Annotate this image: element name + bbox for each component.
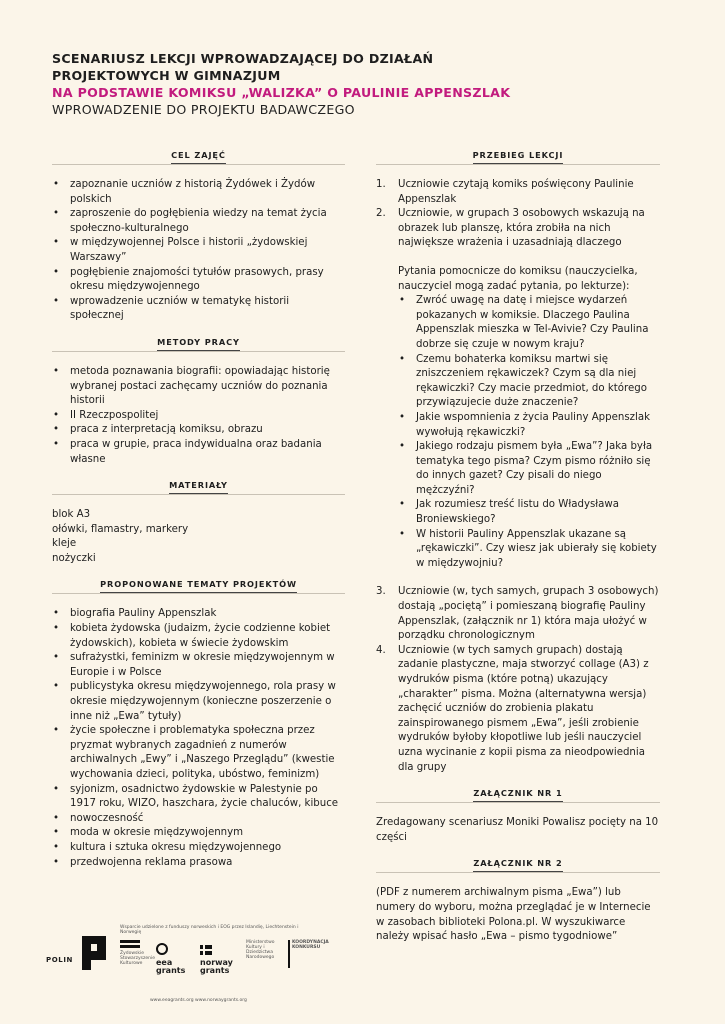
eea-grants-logo: eea grants xyxy=(156,940,194,968)
przebieg-list-a xyxy=(376,178,660,251)
question-item: • W historii Pauliny Appenszlak ukazane są „rękawiczki”. Czy wiesz jak ubierały się kobiety w międzywojniu? xyxy=(398,528,660,572)
right-column xyxy=(376,150,660,945)
list-item: • sufrażystki, feminizm w okresie międzywojennym w Europie i w Polsce xyxy=(52,651,345,680)
document-header xyxy=(52,50,612,118)
step-text: Uczniowie czytają komiks poświęcony Paulinie Appenszlak xyxy=(398,179,634,205)
przebieg-list-b xyxy=(376,585,660,775)
polin-mark-icon xyxy=(82,936,106,970)
step-number: 2. xyxy=(376,208,386,220)
list-item: • zapoznanie uczniów z historią Żydówek i Żydów polskich xyxy=(52,178,345,207)
step-number: 3. xyxy=(376,586,386,598)
polin-logo-text: POLIN xyxy=(46,956,74,964)
pytania-intro: Pytania pomocnicze do komiksu (nauczycielka, nauczyciel mogą zadać pytania, po lekturze): xyxy=(398,265,638,292)
step-item xyxy=(376,644,660,775)
eea-mark-icon xyxy=(156,943,168,955)
list-item: • życie społeczne i problematyka społeczna przez pryzmat wybranych zagadnień z numerów archiwalnych „Ewy” i „Naszego Przeglądu” (kwestie wychowania dzieci, polityka, ubóstwo, feminizm) xyxy=(52,724,345,782)
question-item: • Jakiego rodzaju pismem była „Ewa”? Jaka była tematyka tego pisma? Czym pismo różniło się do innych gazet? Czy pisali do niego mężczyźni? xyxy=(398,440,660,498)
list-item: • praca z interpretacją komiksu, obrazu xyxy=(52,423,345,438)
list-item: • w międzywojennej Polsce i historii „żydowskiej Warszawy” xyxy=(52,236,345,265)
step-text: Uczniowie (w tych samych grupach) dostają zadanie plastyczne, maja stworzyć collage (A3) z wydruków pisma (które potną) ukazujący „charakter” pisma. Można (alternatywna wersja) zachęcić uczniów do zrobienia plakatu zainspirowanego pismem „Ewa”, jeśli zrobienie wydruków byłoby kłopotliwe lub jeśli nauczyciel uzna wycinanie z kopii pisma za nieodpowiednia dla grupy xyxy=(398,644,649,773)
step-text: Uczniowie (w, tych samych, grupach 3 osobowych) dostają „pociętą” i pomieszaną biografię Pauliny Appenszlak, (załącznik nr 1) która maja ułożyć w porządku chronologicznym xyxy=(398,586,659,642)
left-column xyxy=(52,150,345,870)
tematy-list xyxy=(52,607,345,870)
list-item: • nowoczesność xyxy=(52,812,345,827)
step-number: 4. xyxy=(376,644,386,656)
section-heading-zal2: ZAŁĄCZNIK NR 2 xyxy=(376,858,660,873)
question-item: • Jak rozumiesz treść listu do Władysława Broniewskiego? xyxy=(398,498,660,527)
ministry-logo: Ministerstwo Kultury i Dziedzictwa Narodowego xyxy=(246,940,275,960)
list-item: • biografia Pauliny Appenszlak xyxy=(52,607,345,622)
question-item: • Czemu bohaterka komiksu martwi się zniszczeniem rękawiczek? Czym są dla niej rękawiczki? Czy macie przedmiot, do którego przywiązujecie duże znaczenie? xyxy=(398,353,660,411)
norway-mark-icon xyxy=(200,945,212,955)
section-heading-metody: METODY PRACY xyxy=(52,337,345,352)
cel-list xyxy=(52,178,345,324)
material-item: blok A3 xyxy=(52,509,91,521)
step-item xyxy=(376,207,660,251)
section-heading-przebieg: PRZEBIEG LEKCJI xyxy=(376,150,660,165)
list-item: • kobieta żydowska (judaizm, życie codzienne kobiet żydowskich), kobieta w świecie żydowskim xyxy=(52,622,345,651)
section-heading-tematy: PROPONOWANE TEMATY PROJEKTÓW xyxy=(52,579,345,594)
polin-logo xyxy=(46,936,108,974)
zal2-text: (PDF z numerem archiwalnym pisma „Ewa”) lub numery do wyboru, można przeglądać je w Internecie w zasobach biblioteki Polona.pl. W wyszukiwarce należy wpisać hasło „Ewa – pismo tygodniowe” xyxy=(376,887,651,943)
zob-logo: Żydowskie Stowarzyszenie Kulturowe xyxy=(120,940,152,968)
pytania-list xyxy=(376,294,660,571)
koalicja-logo: KOORDYNACJA KONKURSU xyxy=(288,940,326,968)
material-item: ołówki, flamastry, markery xyxy=(52,523,189,535)
footer-urls: www.eeagrants.org www.norwaygrants.org xyxy=(150,998,247,1003)
list-item: • publicystyka okresu międzywojennego, rola prasy w okresie międzywojennym (konieczne poszerzenie o inne niż „Ewa” tytuły) xyxy=(52,680,345,724)
list-item: • wprowadzenie uczniów w tematykę historii społecznej xyxy=(52,295,345,324)
title-subject: NA PODSTAWIE KOMIKSU „WALIZKA” O PAULINIE APPENSZLAK xyxy=(52,85,511,100)
list-item: • syjonizm, osadnictwo żydowskie w Palestynie po 1917 roku, WIZO, haszchara, życie chaluców, kibuce xyxy=(52,783,345,812)
material-item: kleje xyxy=(52,538,77,550)
list-item: • kultura i sztuka okresu międzywojennego xyxy=(52,841,345,856)
title-line-2: PROJEKTOWYCH W GIMNAZJUM xyxy=(52,68,281,83)
step-text: Uczniowie, w grupach 3 osobowych wskazują na obrazek lub planszę, która zrobiła na nich największe wrażenia i uzasadniają dlaczego xyxy=(398,208,645,249)
zal1-text: Zredagowany scenariusz Moniki Powalisz pocięty na 10 części xyxy=(376,817,659,843)
title-line-1: SCENARIUSZ LEKCJI WPROWADZAJĄCEJ DO DZIAŁAŃ xyxy=(52,51,434,66)
metody-list xyxy=(52,365,345,467)
section-heading-cel: CEL ZAJĘĆ xyxy=(52,150,345,165)
question-item: • Jakie wspomnienia z życia Pauliny Appenszlak wywołują rękawiczki? xyxy=(398,411,660,440)
norway-grants-logo: norway grants xyxy=(200,940,240,968)
list-item: • II Rzeczpospolitej xyxy=(52,409,345,424)
list-item: • praca w grupie, praca indywidualna oraz badania własne xyxy=(52,438,345,467)
subtitle: WPROWADZENIE DO PROJEKTU BADAWCZEGO xyxy=(52,102,355,117)
materialy-list xyxy=(52,508,345,566)
step-item xyxy=(376,178,660,207)
support-note: Wsparcie udzielone z funduszy norweskich i EOG przez Islandię, Liechtenstein i Norwegię xyxy=(120,925,299,935)
step-number: 1. xyxy=(376,179,386,190)
material-item: nożyczki xyxy=(52,552,96,564)
list-item: • przedwojenna reklama prasowa xyxy=(52,856,345,871)
question-item: • Zwróć uwagę na datę i miejsce wydarzeń pokazanych w komiksie. Dlaczego Paulina Appenszlak mieszka w Tel-Avivie? Czy Paulina dobrze się czuje w nowym kraju? xyxy=(398,294,660,352)
section-heading-zal1: ZAŁĄCZNIK NR 1 xyxy=(376,788,660,803)
list-item: • zaproszenie do pogłębienia wiedzy na temat życia społeczno-kulturalnego xyxy=(52,207,345,236)
section-heading-materialy: MATERIAŁY xyxy=(52,480,345,495)
list-item: • metoda poznawania biografii: opowiadając historię wybranej postaci zachęcamy uczniów do poznania historii xyxy=(52,365,345,409)
list-item: • moda w okresie międzywojennym xyxy=(52,826,345,841)
step-item xyxy=(376,585,660,643)
list-item: • pogłębienie znajomości tytułów prasowych, prasy okresu międzywojennego xyxy=(52,266,345,295)
